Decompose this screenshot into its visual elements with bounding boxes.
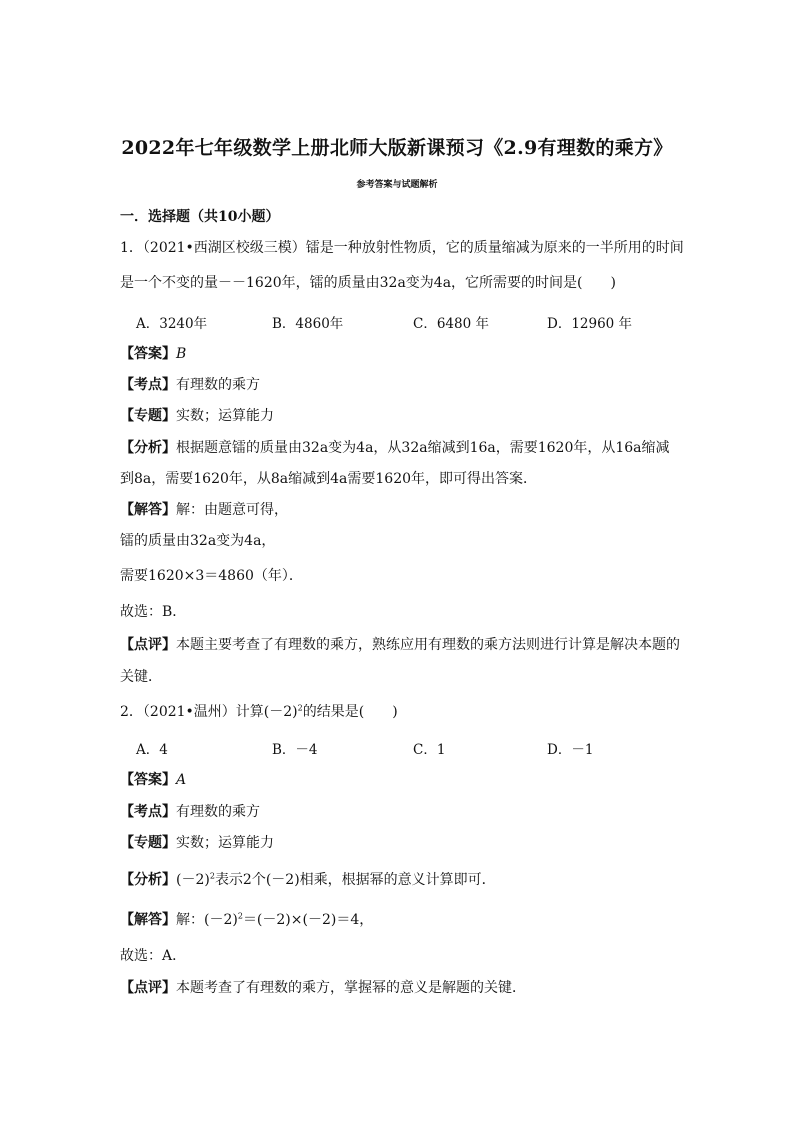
q1-analysis-label: 【分析】 bbox=[120, 440, 176, 456]
q1-choose: 故选：B． bbox=[120, 604, 187, 620]
q1-stem-line2: 是一个不变的量－－1620年，镭的质量由32a变为4a，它所需要的时间是( ) bbox=[120, 275, 616, 291]
q2-stem-suffix: 的结果是( ) bbox=[302, 704, 398, 720]
q2-analysis-exponent: 2 bbox=[209, 871, 215, 881]
q1-solution-row1 bbox=[120, 499, 288, 519]
q2-solution-prefix: 解： bbox=[176, 912, 204, 928]
q1-analysis-line2: 到8a，需要1620年，从8a缩减到4a需要1620年，即可得出答案． bbox=[120, 471, 538, 487]
q1-solution-label: 【解答】 bbox=[120, 502, 176, 518]
q1-topic-row bbox=[120, 405, 274, 425]
q2-solution-row bbox=[120, 909, 373, 929]
q2-solution-base: (－2) bbox=[204, 912, 238, 928]
q1-comment-row1 bbox=[120, 634, 680, 654]
q2-comment-row bbox=[120, 977, 526, 997]
q1-option-d: D．12960 年 bbox=[547, 316, 633, 332]
q1-point-row bbox=[120, 374, 260, 394]
q2-topic: 实数；运算能力 bbox=[176, 835, 274, 851]
q2-answer-label: 【答案】 bbox=[120, 772, 176, 788]
q1-point-label: 【考点】 bbox=[120, 377, 176, 393]
q2-solution-rest: ＝(－2)×(－2)＝4， bbox=[242, 912, 374, 928]
q1-solution-line3: 需要1620×3＝4860（年）． bbox=[120, 568, 303, 584]
q2-solution-label: 【解答】 bbox=[120, 912, 176, 928]
q1-solution-line1: 解：由题意可得， bbox=[176, 502, 288, 518]
q1-option-a: A．3240年 bbox=[136, 316, 208, 332]
q2-stem-prefix: 2．（2021•温州）计算 bbox=[120, 704, 264, 720]
q2-stem-exponent: 2 bbox=[297, 703, 303, 713]
page-subtitle: 参考答案与试题解析 bbox=[356, 180, 438, 190]
q2-analysis-rest: 表示2个(－2)相乘，根据幂的意义计算即可． bbox=[214, 872, 496, 888]
q1-comment-line1: 本题主要考查了有理数的乘方，熟练应用有理数的乘方法则进行计算是解决本题的 bbox=[176, 637, 680, 653]
q1-solution-line2: 镭的质量由32a变为4a， bbox=[120, 533, 276, 549]
q2-option-b: B．－4 bbox=[272, 742, 318, 758]
section-heading: 一．选择题（共10小题） bbox=[120, 209, 280, 225]
q2-answer-row bbox=[120, 769, 186, 789]
q2-analysis-row bbox=[120, 869, 496, 889]
q2-comment-label: 【点评】 bbox=[120, 980, 176, 996]
q2-point: 有理数的乘方 bbox=[176, 804, 260, 820]
q1-answer-row bbox=[120, 343, 186, 363]
q1-comment-line2: 关键． bbox=[120, 669, 162, 685]
q2-solution-exponent: 2 bbox=[237, 911, 243, 921]
q2-analysis-base: (－2) bbox=[176, 872, 210, 888]
q1-topic: 实数；运算能力 bbox=[176, 408, 274, 424]
q1-analysis-line1: 根据题意镭的质量由32a变为4a，从32a缩减到16a，需要1620年，从16a缩减 bbox=[176, 440, 670, 456]
q2-analysis-label: 【分析】 bbox=[120, 872, 176, 888]
q1-analysis-row1 bbox=[120, 437, 670, 457]
q2-option-d: D．－1 bbox=[547, 742, 594, 758]
q2-option-c: C．1 bbox=[413, 742, 446, 758]
q1-topic-label: 【专题】 bbox=[120, 408, 176, 424]
q2-option-a: A．4 bbox=[136, 742, 168, 758]
q2-topic-label: 【专题】 bbox=[120, 835, 176, 851]
q2-topic-row bbox=[120, 832, 274, 852]
q1-answer: B bbox=[176, 346, 187, 362]
q1-option-c: C．6480 年 bbox=[413, 316, 489, 332]
q2-answer: A bbox=[176, 772, 187, 788]
q2-comment: 本题考查了有理数的乘方，掌握幂的意义是解题的关键． bbox=[176, 980, 526, 996]
q1-comment-label: 【点评】 bbox=[120, 637, 176, 653]
page-title: 2022年七年级数学上册北师大版新课预习《2.9有理数的乘方》 bbox=[121, 137, 673, 159]
q1-answer-label: 【答案】 bbox=[120, 346, 176, 362]
q2-stem-base: (－2) bbox=[263, 704, 298, 720]
q2-point-label: 【考点】 bbox=[120, 804, 176, 820]
q2-choose: 故选：A． bbox=[120, 948, 187, 964]
q1-option-b: B．4860年 bbox=[272, 316, 344, 332]
q1-stem-line1: 1．（2021•西湖区校级三模）镭是一种放射性物质，它的质量缩减为原来的一半所用的时间 bbox=[120, 240, 684, 256]
q2-stem bbox=[120, 701, 398, 721]
q1-point: 有理数的乘方 bbox=[176, 377, 260, 393]
q2-point-row bbox=[120, 801, 260, 821]
